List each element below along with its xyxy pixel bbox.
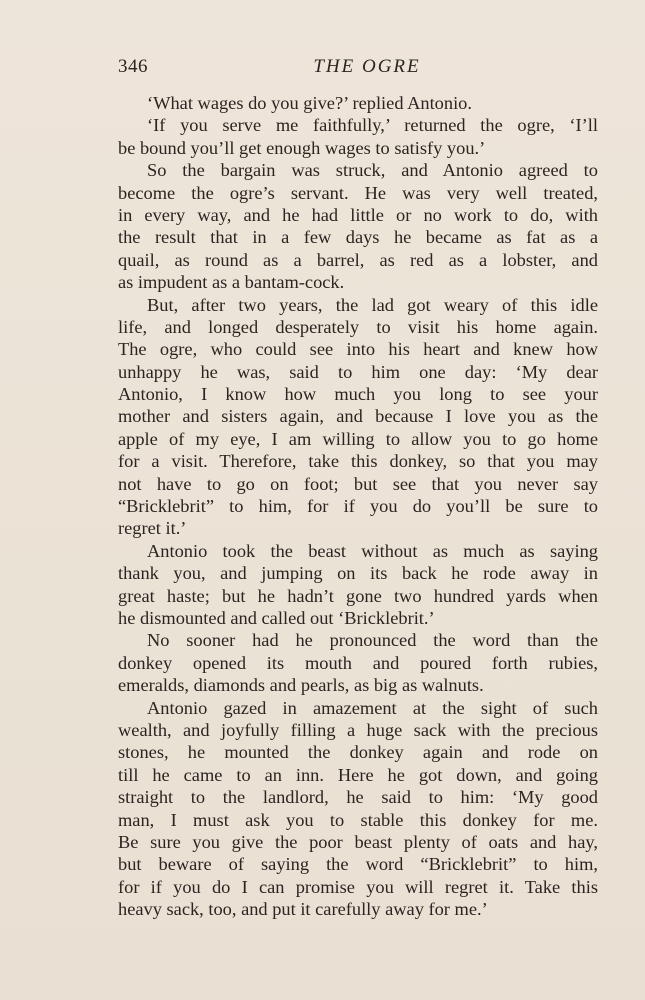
text-line: in every way, and he had little or no work to do, with (118, 204, 598, 225)
text-line: till he came to an inn. Here he got down, and going (118, 764, 598, 785)
running-head (118, 56, 598, 80)
text-line: but beware of saying the word “Bricklebrit” to him, (118, 854, 598, 875)
text-line: ‘What wages do you give?’ replied Antonio. (147, 93, 472, 113)
text-line: man, I must ask you to stable this donkey for me. (118, 809, 598, 830)
text-line: ‘If you serve me faithfully,’ returned the ogre, ‘I’ll (147, 115, 598, 136)
text-line: as impudent as a bantam-cock. (118, 272, 345, 293)
text-line: he dismounted and called out ‘Bricklebrit.’ (118, 607, 435, 628)
text-line: Be sure you give the poor beast plenty of oats and hay, (118, 831, 598, 852)
text-line: for if you do I can promise you will regret it. Take this (118, 876, 598, 897)
text-line: regret it.’ (118, 518, 187, 539)
page-number: 346 (118, 56, 148, 77)
text-line: straight to the landlord, he said to him: ‘My good (118, 787, 598, 808)
text-line: Antonio gazed in amazement at the sight of such (147, 697, 598, 718)
text-line: wealth, and joyfully filling a huge sack with the precious (118, 719, 598, 740)
text-line: stones, he mounted the donkey again and rode on (118, 742, 598, 763)
text-line: for a visit. Therefore, take this donkey, so that you may (118, 451, 598, 472)
body-text (118, 92, 598, 920)
text-line: But, after two years, the lad got weary of this idle (147, 294, 598, 315)
text-line: the result that in a few days he became as fat as a (118, 227, 598, 248)
text-line: life, and longed desperately to visit his home again. (118, 316, 598, 337)
text-line: Antonio took the beast without as much as saying (147, 540, 598, 561)
text-line: quail, as round as a barrel, as red as a lobster, and (118, 249, 598, 270)
text-line: heavy sack, too, and put it carefully away for me.’ (118, 899, 488, 920)
text-line: unhappy he was, said to him one day: ‘My dear (118, 361, 598, 382)
text-line: “Bricklebrit” to him, for if you do you’ll be sure to (118, 496, 598, 517)
text-line: thank you, and jumping on its back he rode away in (118, 563, 598, 584)
text-line: No sooner had he pronounced the word than the (147, 630, 598, 651)
running-title: THE OGRE (313, 56, 421, 77)
text-line: emeralds, diamonds and pearls, as big as walnuts. (118, 675, 484, 696)
text-line: Antonio, I know how much you long to see your (118, 384, 598, 405)
text-line: donkey opened its mouth and poured forth rubies, (118, 652, 598, 673)
text-line: So the bargain was struck, and Antonio agreed to (147, 160, 598, 181)
text-line: become the ogre’s servant. He was very well treated, (118, 182, 598, 203)
text-line: apple of my eye, I am willing to allow you to go home (118, 428, 598, 449)
text-line: mother and sisters again, and because I love you as the (118, 406, 598, 427)
text-line: be bound you’ll get enough wages to satisfy you.’ (118, 137, 486, 158)
text-line: not have to go on foot; but see that you never say (118, 473, 598, 494)
text-line: The ogre, who could see into his heart and knew how (118, 339, 598, 360)
text-line: great haste; but he hadn’t gone two hundred yards when (118, 585, 598, 606)
